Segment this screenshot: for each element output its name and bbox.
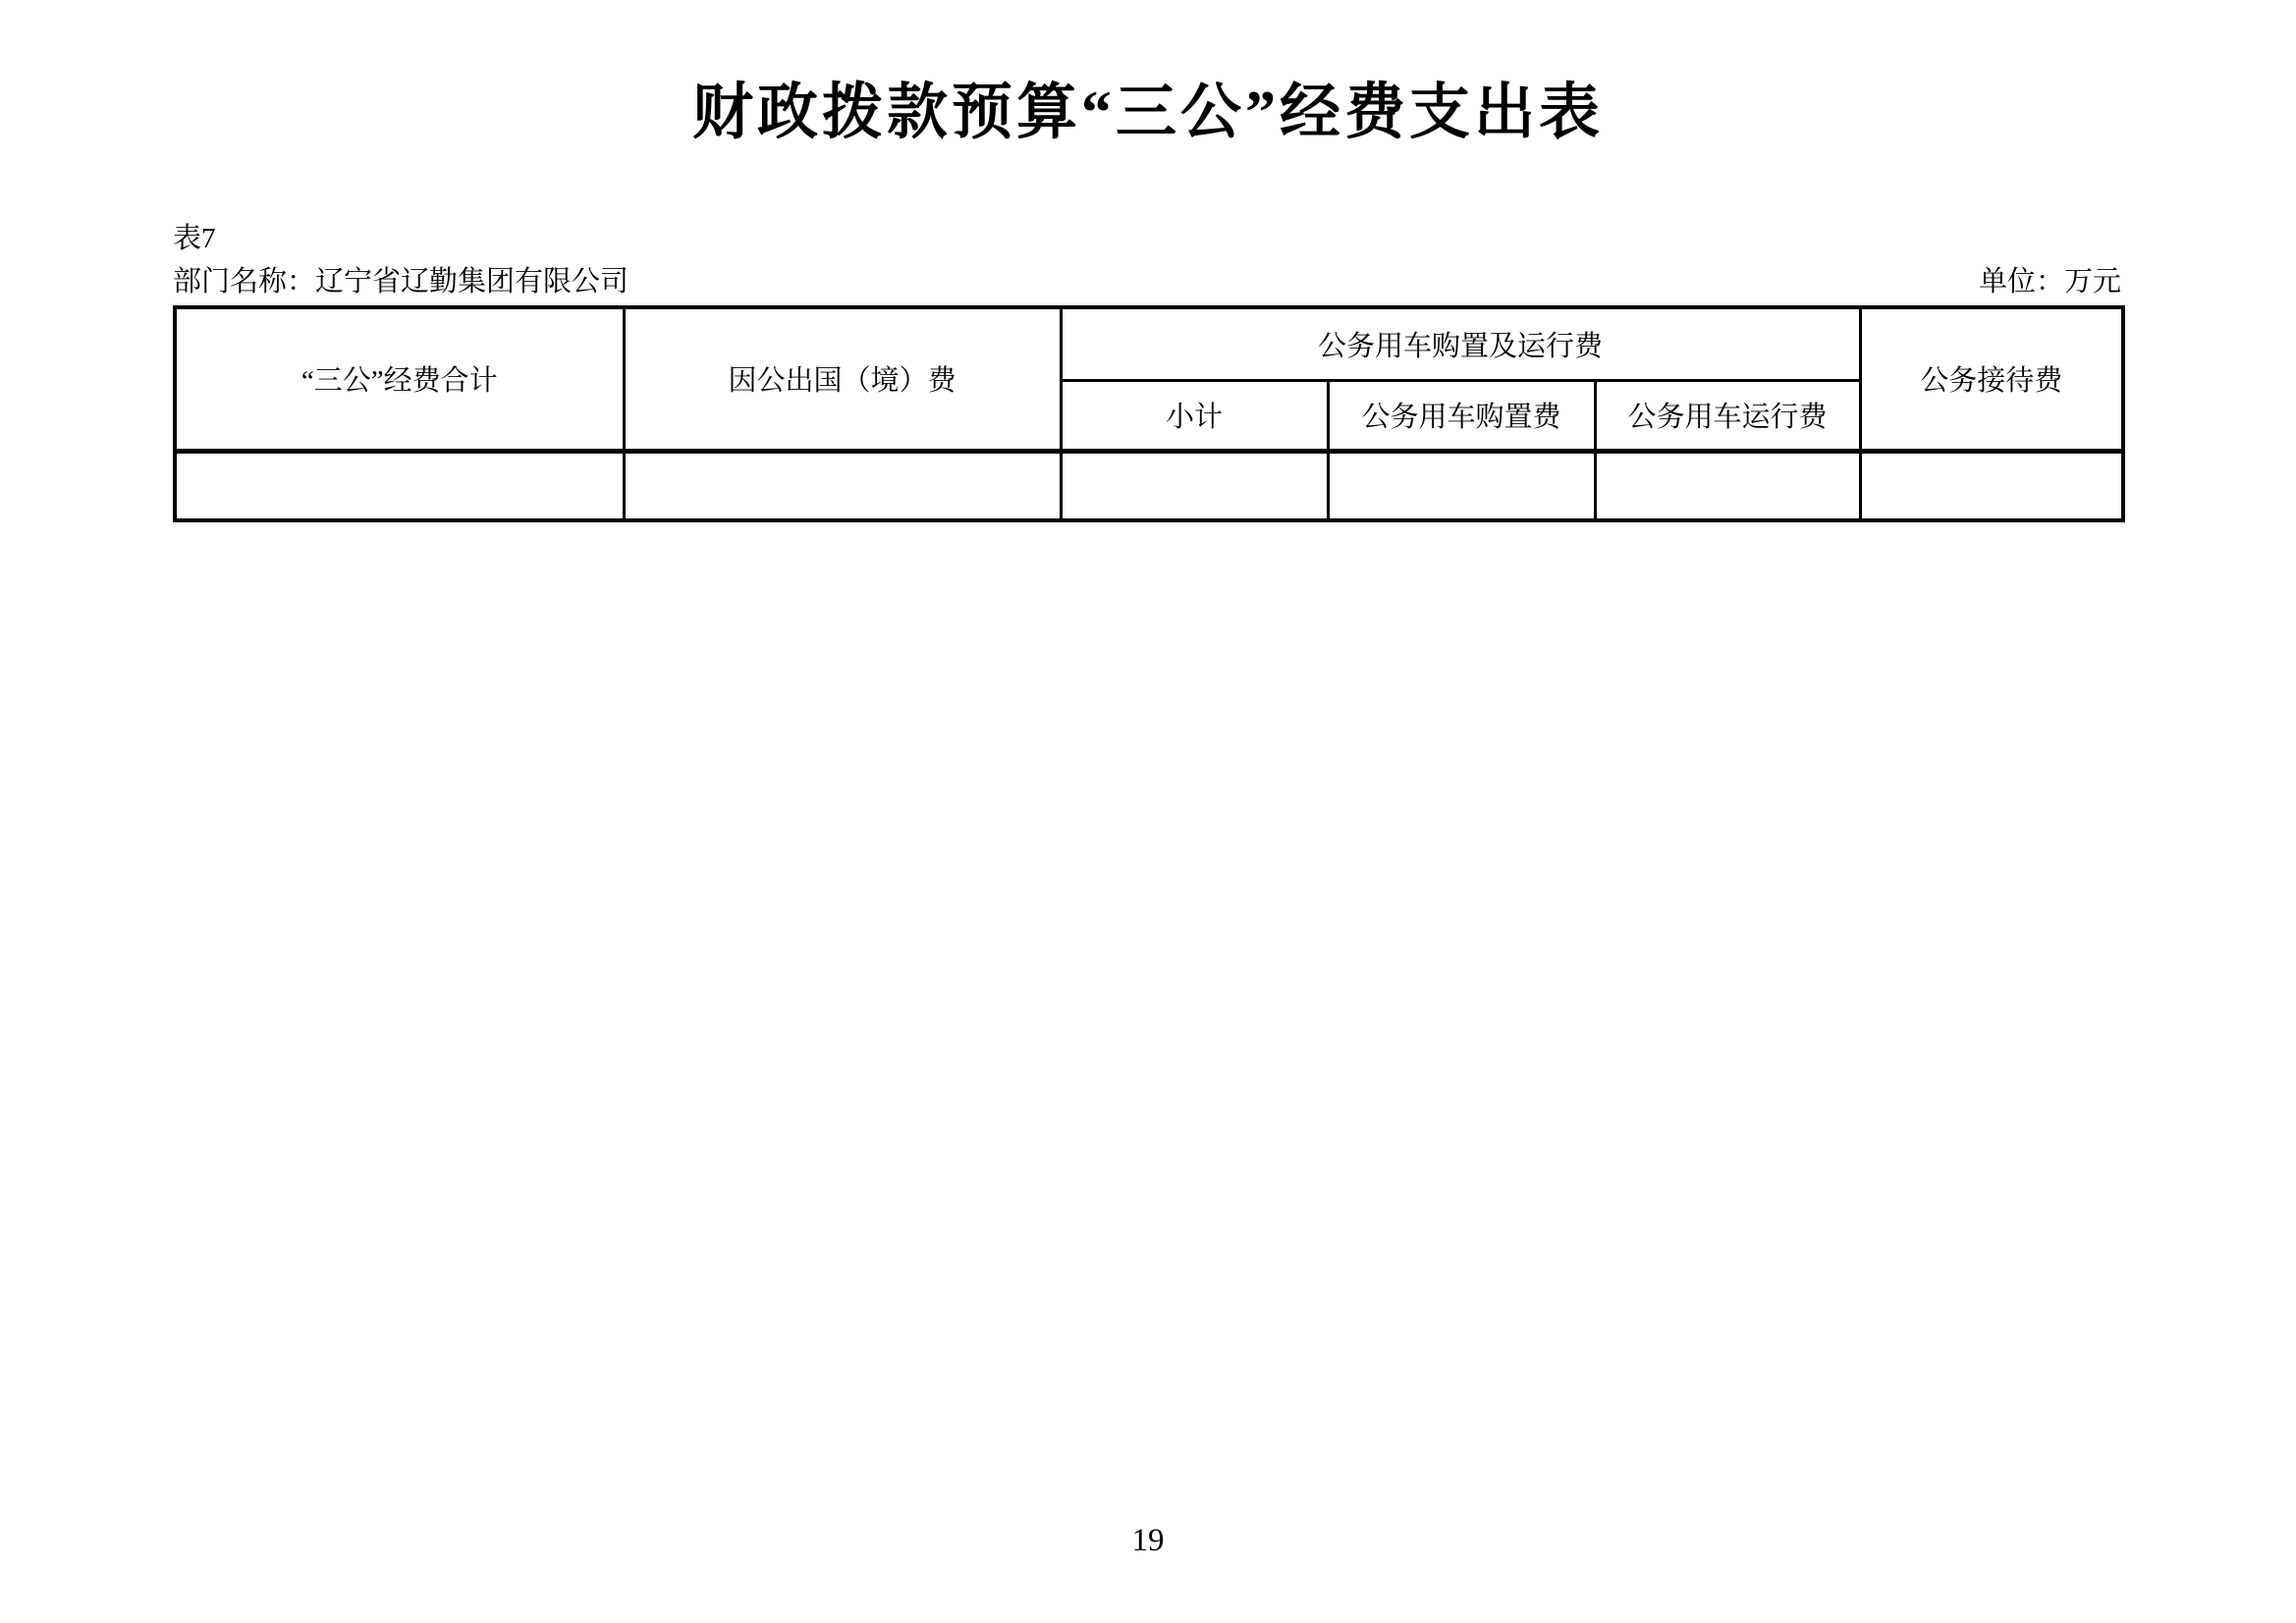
header-abroad-expense: 因公出国（境）费 [624,307,1061,451]
cell-vehicle-purchase [1328,451,1595,520]
header-three-public-total: “三公”经费合计 [175,307,624,451]
cell-abroad-expense [624,451,1061,520]
three-public-expense-table [173,305,2125,522]
header-vehicle-group: 公务用车购置及运行费 [1061,307,1860,380]
department-name-line [173,266,629,298]
page-number: 19 [1131,1523,1165,1558]
table-data-row [175,451,2123,520]
unit-note: 单位：万元 [1978,266,2121,298]
cell-vehicle-operation [1595,451,1860,520]
cell-reception-expense [1860,451,2123,520]
header-reception-expense: 公务接待费 [1860,307,2123,451]
table-header-row-1 [175,307,2123,380]
table-meta-row [173,266,2121,298]
header-vehicle-purchase: 公务用车购置费 [1328,380,1595,451]
page-title: 财政拨款预算“三公”经费支出表 [691,80,1604,146]
sheet-number-label: 表7 [173,223,216,254]
header-vehicle-subtotal: 小计 [1061,380,1328,451]
cell-three-public-total [175,451,624,520]
cell-vehicle-subtotal [1061,451,1328,520]
department-name: 辽宁省辽勤集团有限公司 [315,266,629,298]
department-label: 部门名称： [173,266,316,298]
header-vehicle-operation: 公务用车运行费 [1595,380,1860,451]
